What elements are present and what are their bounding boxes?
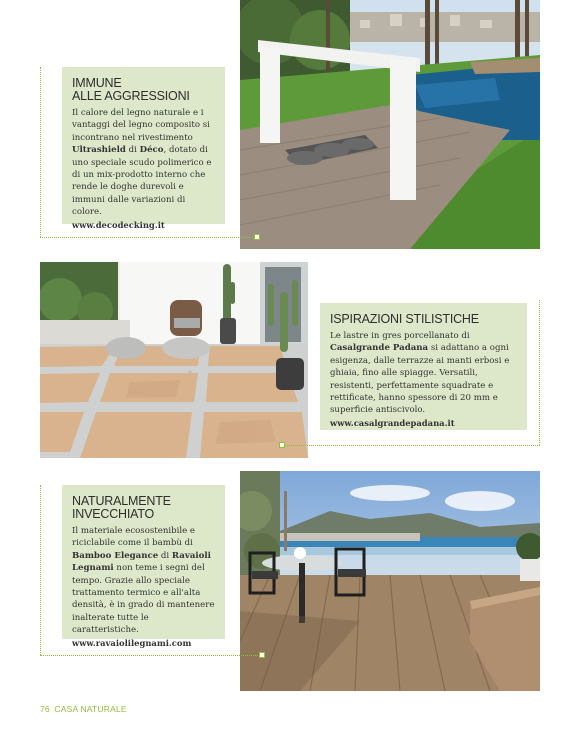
brand-name: Ravaioli Legnami — [72, 550, 211, 574]
photo-pool-deck — [240, 0, 540, 249]
box-body — [72, 107, 215, 231]
body-text: di — [125, 145, 140, 156]
connector-node — [254, 234, 260, 240]
body-text: di — [158, 550, 172, 561]
connector-line — [539, 300, 540, 445]
box-body — [330, 330, 517, 429]
brand-name: Casalgrande Padana — [330, 343, 429, 354]
box-title-line1: IMMUNE — [72, 76, 122, 90]
connector-line — [40, 655, 260, 656]
connector-line — [40, 237, 255, 238]
page-number: 76 — [40, 704, 50, 714]
connector-line — [40, 67, 41, 237]
brand-name: Déco — [139, 145, 164, 156]
product-name: Ultrashield — [72, 145, 126, 156]
box-body — [72, 525, 215, 649]
connector-node — [259, 652, 265, 658]
info-box-deco — [62, 67, 225, 230]
connector-line — [282, 445, 540, 446]
body-text: Il calore del legno naturale e i vantaggi del legno composito si incontrano nel rivestimento — [72, 108, 210, 143]
body-text: Il materiale ecosostenibile e riciclabile come il bambù di — [72, 526, 196, 549]
box-title — [72, 77, 215, 103]
box-title-line2: ALLE AGGRESSIONI — [72, 89, 190, 103]
photo-tiled-terrace — [40, 262, 308, 458]
magazine-name: CASA NATURALE — [54, 704, 127, 714]
connector-line — [40, 485, 41, 655]
website-link[interactable]: www.decodecking.it — [72, 219, 165, 230]
photo-bamboo-deck — [240, 471, 540, 691]
body-text: non teme i segni del tempo. Grazie allo speciale trattamento termico e all'alta densità, è in grado di mantenere inalterate tutte le caratteristiche. — [72, 563, 215, 636]
box-title-line1: ISPIRAZIONI STILISTICHE — [330, 312, 479, 326]
body-text: , dotato di uno speciale scudo polimerico e di un mix-prodotto interno che rende le doghe durevoli e immuni dalle variazioni di colore. — [72, 145, 212, 218]
page-footer — [40, 704, 127, 714]
box-title — [72, 495, 215, 521]
body-text: Le lastre in gres porcellanato di — [330, 331, 470, 341]
box-title — [330, 313, 517, 326]
website-link[interactable]: www.casalgrandepadana.it — [330, 417, 455, 428]
box-title-line2: INVECCHIATO — [72, 507, 155, 521]
connector-node — [279, 442, 285, 448]
website-link[interactable]: www.ravaiolilegnami.com — [72, 637, 192, 648]
info-box-casalgrande — [320, 303, 527, 430]
info-box-ravaioli — [62, 485, 225, 648]
product-name: Bamboo Elegance — [72, 550, 159, 561]
box-title-line1: NATURALMENTE — [72, 494, 171, 508]
body-text: si adattano a ogni esigenza, dalle terrazze ai manti erbosi e ghiaia, fino alle spiagge. Versatili, resistenti, perfettamente squadrate e rettificate, hanno spessore di 20 mm e superficie antiscivolo. — [330, 343, 510, 416]
